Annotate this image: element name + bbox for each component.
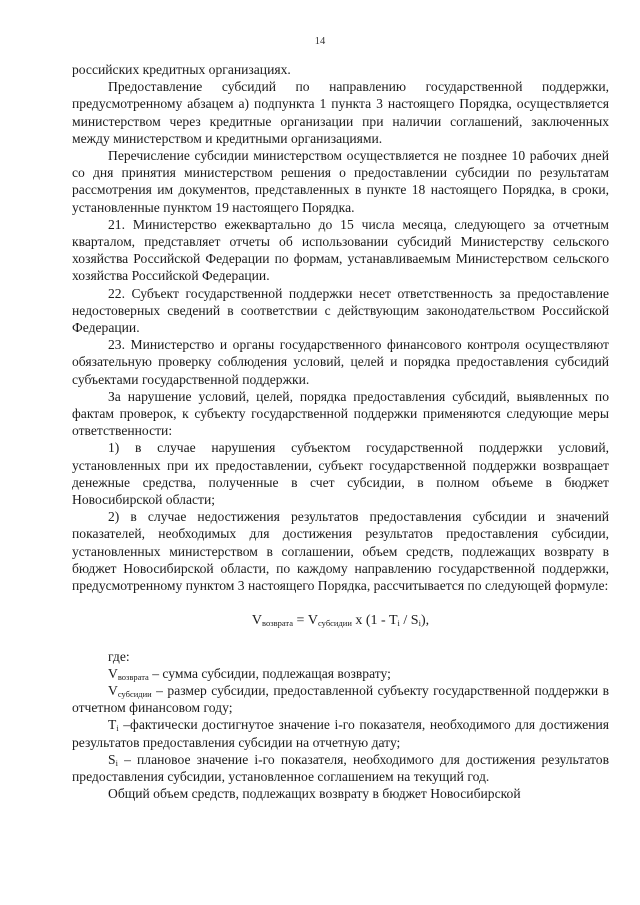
definition-symbol: V (108, 682, 118, 698)
paragraph-item-21: 21. Министерство ежеквартально до 15 числа месяца, следующего за отчетным кварталом, представляет отчеты об использовании субсидий Министерству сельского хозяйства Российской Федерации по формам, устанавливаемым Министерством сельского хозяйства Российской Федерации. (72, 216, 609, 284)
document-body (72, 61, 609, 802)
page-number: 14 (314, 36, 326, 47)
paragraph: Перечисление субсидии министерством осуществляется не позднее 10 рабочих дней со дня принятия министерством решения о предоставлении субсидии по результатам рассмотрения им документов, представленных в пункте 18 настоящего Порядка, в сроки, установленные пунктом 19 настоящего Порядка. (72, 148, 609, 215)
paragraph: Общий объем средств, подлежащих возврату в бюджет Новосибирской (108, 786, 521, 802)
definition-text: – плановое значение i-го показателя, необходимого для достижения результатов предоставления субсидии, установленное соглашением на текущий год. (72, 751, 609, 784)
paragraph-item-22: 22. Субъект государственной поддержки несет ответственность за предоставление недостоверных сведений в соответствии с действующим законодательством Российской Федерации. (72, 285, 609, 336)
list-item-2: 2) в случае недостижения результатов предоставления субсидии и значений показателей, необходимых для достижения результатов предоставления субсидии, установленных министерством в соглашении, объем средств, подлежащих возврату в бюджет Новосибирской области, по каждому направлению государственной поддержки, предусмотренному пунктом 3 настоящего Порядка, рассчитывается по следующей формуле: (72, 509, 609, 594)
definition-item (72, 682, 609, 716)
definition-text: – сумма субсидии, подлежащая возврату; (148, 665, 391, 681)
paragraph: За нарушение условий, целей, порядка предоставления субсидий, выявленных по фактам проверок, к субъекту государственной поддержки применяются следующие меры ответственности: (72, 388, 609, 439)
definition-item (72, 751, 609, 785)
formula-part: / S (399, 613, 419, 629)
formula-part: = (292, 613, 308, 629)
definition-symbol: S (108, 751, 116, 767)
paragraph: российских кредитных организациях. (72, 62, 291, 77)
formula-part: ), (420, 613, 430, 629)
formula-subscript: возврата (262, 618, 293, 629)
definition-text: – размер субсидии, предоставленной субъекту государственной поддержки в отчетном финансовом году; (72, 682, 609, 716)
where-label: где: (108, 648, 130, 664)
formula-subscript: i (418, 618, 421, 629)
formula-symbol: V (307, 613, 319, 629)
paragraph: Предоставление субсидий по направлению государственной поддержки, предусмотренному абзацем а) подпункта 1 пункта 3 настоящего Порядка, осуществляется министерством через кредитные организации при наличии соглашений, заключенных между министерством и кредитными организациями. (72, 79, 609, 146)
definition-item (72, 716, 609, 750)
formula-subscript: i (397, 618, 400, 629)
formula-symbol: V (251, 613, 262, 629)
definition-subscript: i (115, 757, 118, 768)
definition-subscript: i (116, 723, 119, 734)
formula-part: x (1 - T (351, 613, 398, 629)
formula (72, 612, 609, 629)
definition-symbol: V (108, 665, 118, 681)
definition-text: –фактически достигнутое значение i-го показателя, необходимого для достижения результатов предоставления субсидии на отчетную дату; (72, 717, 609, 750)
definition-symbol: T (108, 717, 117, 733)
definition-subscript: субсидии (117, 688, 152, 699)
formula-subscript: субсидии (318, 618, 352, 629)
definition-subscript: возврата (117, 671, 149, 682)
definition-item (72, 665, 609, 682)
paragraph-item-23: 23. Министерство и органы государственного финансового контроля осуществляют обязательную проверку соблюдения условий, целей и порядка предоставления субсидий субъектами государственной поддержки. (72, 337, 609, 387)
list-item-1: 1) в случае нарушения субъектом государственной поддержки условий, установленных при их предоставлении, субъект государственной поддержки возвращает денежные средства, полученные в счет субсидии, в полном объеме в бюджет Новосибирской области; (72, 440, 609, 508)
